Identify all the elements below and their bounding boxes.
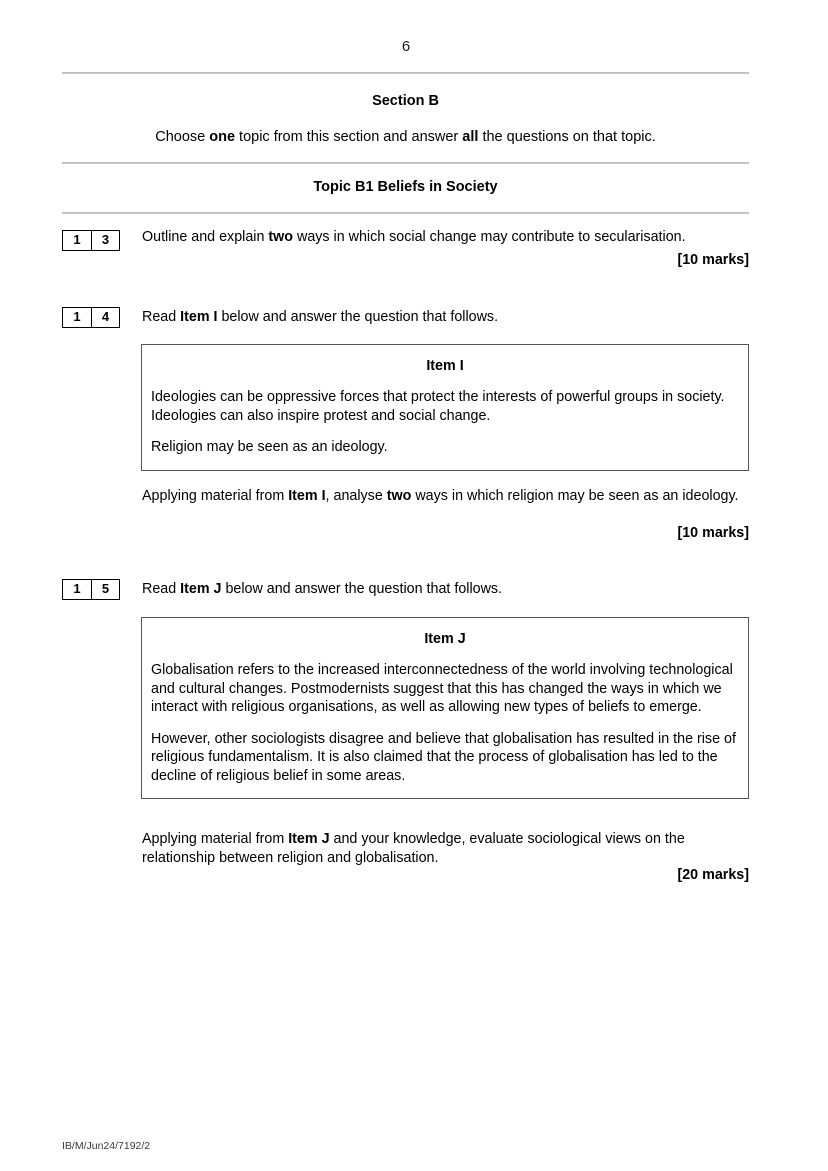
question-number-14 [62, 307, 120, 328]
question-14-task-text [142, 487, 750, 506]
item-j-title: Item J [424, 631, 466, 647]
question-number-digit-4: 4 [91, 308, 119, 327]
q15-lead-post: below and answer the question that follows. [221, 581, 503, 597]
question-number-digit-1: 1 [73, 581, 81, 596]
item-j-paragraph-2: However, other sociologists disagree and believe that globalisation has resulted in the rise of religious fundamentalism. It is also claimed that the process of globalisation has led to the decline of religious belief in some areas. [151, 730, 736, 784]
q14-lead-post: below and answer the question that follows. [217, 309, 499, 325]
section-heading: Section B [372, 93, 439, 109]
question-14-lead-text [142, 308, 750, 327]
q14-lead-pre: Read [142, 309, 181, 325]
q15-task-item-ref: Item J [288, 831, 330, 847]
q15-task-pre: Applying material from [142, 831, 289, 847]
question-number-digit-1: 1 [73, 309, 81, 324]
q15-lead-item-ref: Item J [180, 581, 222, 597]
section-instruction [62, 128, 749, 146]
question-15-lead-text [142, 580, 750, 599]
q13-text-post: ways in which social change may contribute to secularisation. [293, 229, 686, 245]
question-number-15 [62, 579, 120, 600]
topic-heading: Topic B1 Beliefs in Society [313, 179, 498, 195]
question-14-marks: [10 marks] [677, 525, 749, 541]
question-number-digit-1: 1 [73, 232, 81, 247]
q13-bold-two: two [268, 229, 294, 245]
instruction-bold-all: all [462, 129, 479, 145]
question-15-task-text [142, 830, 750, 867]
item-i-title: Item I [426, 358, 464, 374]
item-j-paragraph-1: Globalisation refers to the increased interconnectedness of the world involving technological and cultural changes. Postmodernists suggest that this has changed the ways in which we interact with religious organisations, as well as allowing new types of beliefs to emerge. [151, 662, 733, 715]
page-number: 6 [401, 38, 411, 55]
question-13-marks: [10 marks] [677, 252, 749, 268]
q13-text-pre: Outline and explain [142, 229, 269, 245]
q14-task-bold-two: two [386, 488, 412, 504]
item-i-paragraph-2: Religion may be seen as an ideology. [151, 439, 388, 455]
instruction-bold-one: one [209, 129, 236, 145]
q14-lead-item-ref: Item I [180, 309, 218, 325]
instruction-post: the questions on that topic. [478, 129, 656, 145]
question-15-marks: [20 marks] [677, 867, 749, 883]
q15-task-post: and your knowledge, evaluate sociological views on the relationship between religion and globalisation. [142, 831, 685, 866]
instruction-mid: topic from this section and answer [235, 129, 463, 145]
question-number-digit-3: 3 [91, 231, 119, 250]
item-i-box [141, 344, 749, 471]
footer-paper-code: IB/M/Jun24/7192/2 [62, 1140, 151, 1152]
item-i-paragraph-1: Ideologies can be oppressive forces that protect the interests of powerful groups in society. Ideologies can also inspire protest and social change. [151, 389, 725, 424]
horizontal-rule-middle [62, 162, 749, 164]
q14-task-mid: , analyse [325, 488, 387, 504]
question-number-13 [62, 230, 120, 251]
q14-task-item-ref: Item I [288, 488, 326, 504]
question-number-digit-5: 5 [91, 580, 119, 599]
question-13-text [142, 228, 750, 247]
instruction-pre: Choose [155, 129, 210, 145]
q14-task-pre: Applying material from [142, 488, 289, 504]
item-j-box [141, 617, 749, 799]
horizontal-rule-top [62, 72, 749, 74]
q15-lead-pre: Read [142, 581, 181, 597]
horizontal-rule-bottom [62, 212, 749, 214]
q14-task-post: ways in which religion may be seen as an ideology. [411, 488, 739, 504]
